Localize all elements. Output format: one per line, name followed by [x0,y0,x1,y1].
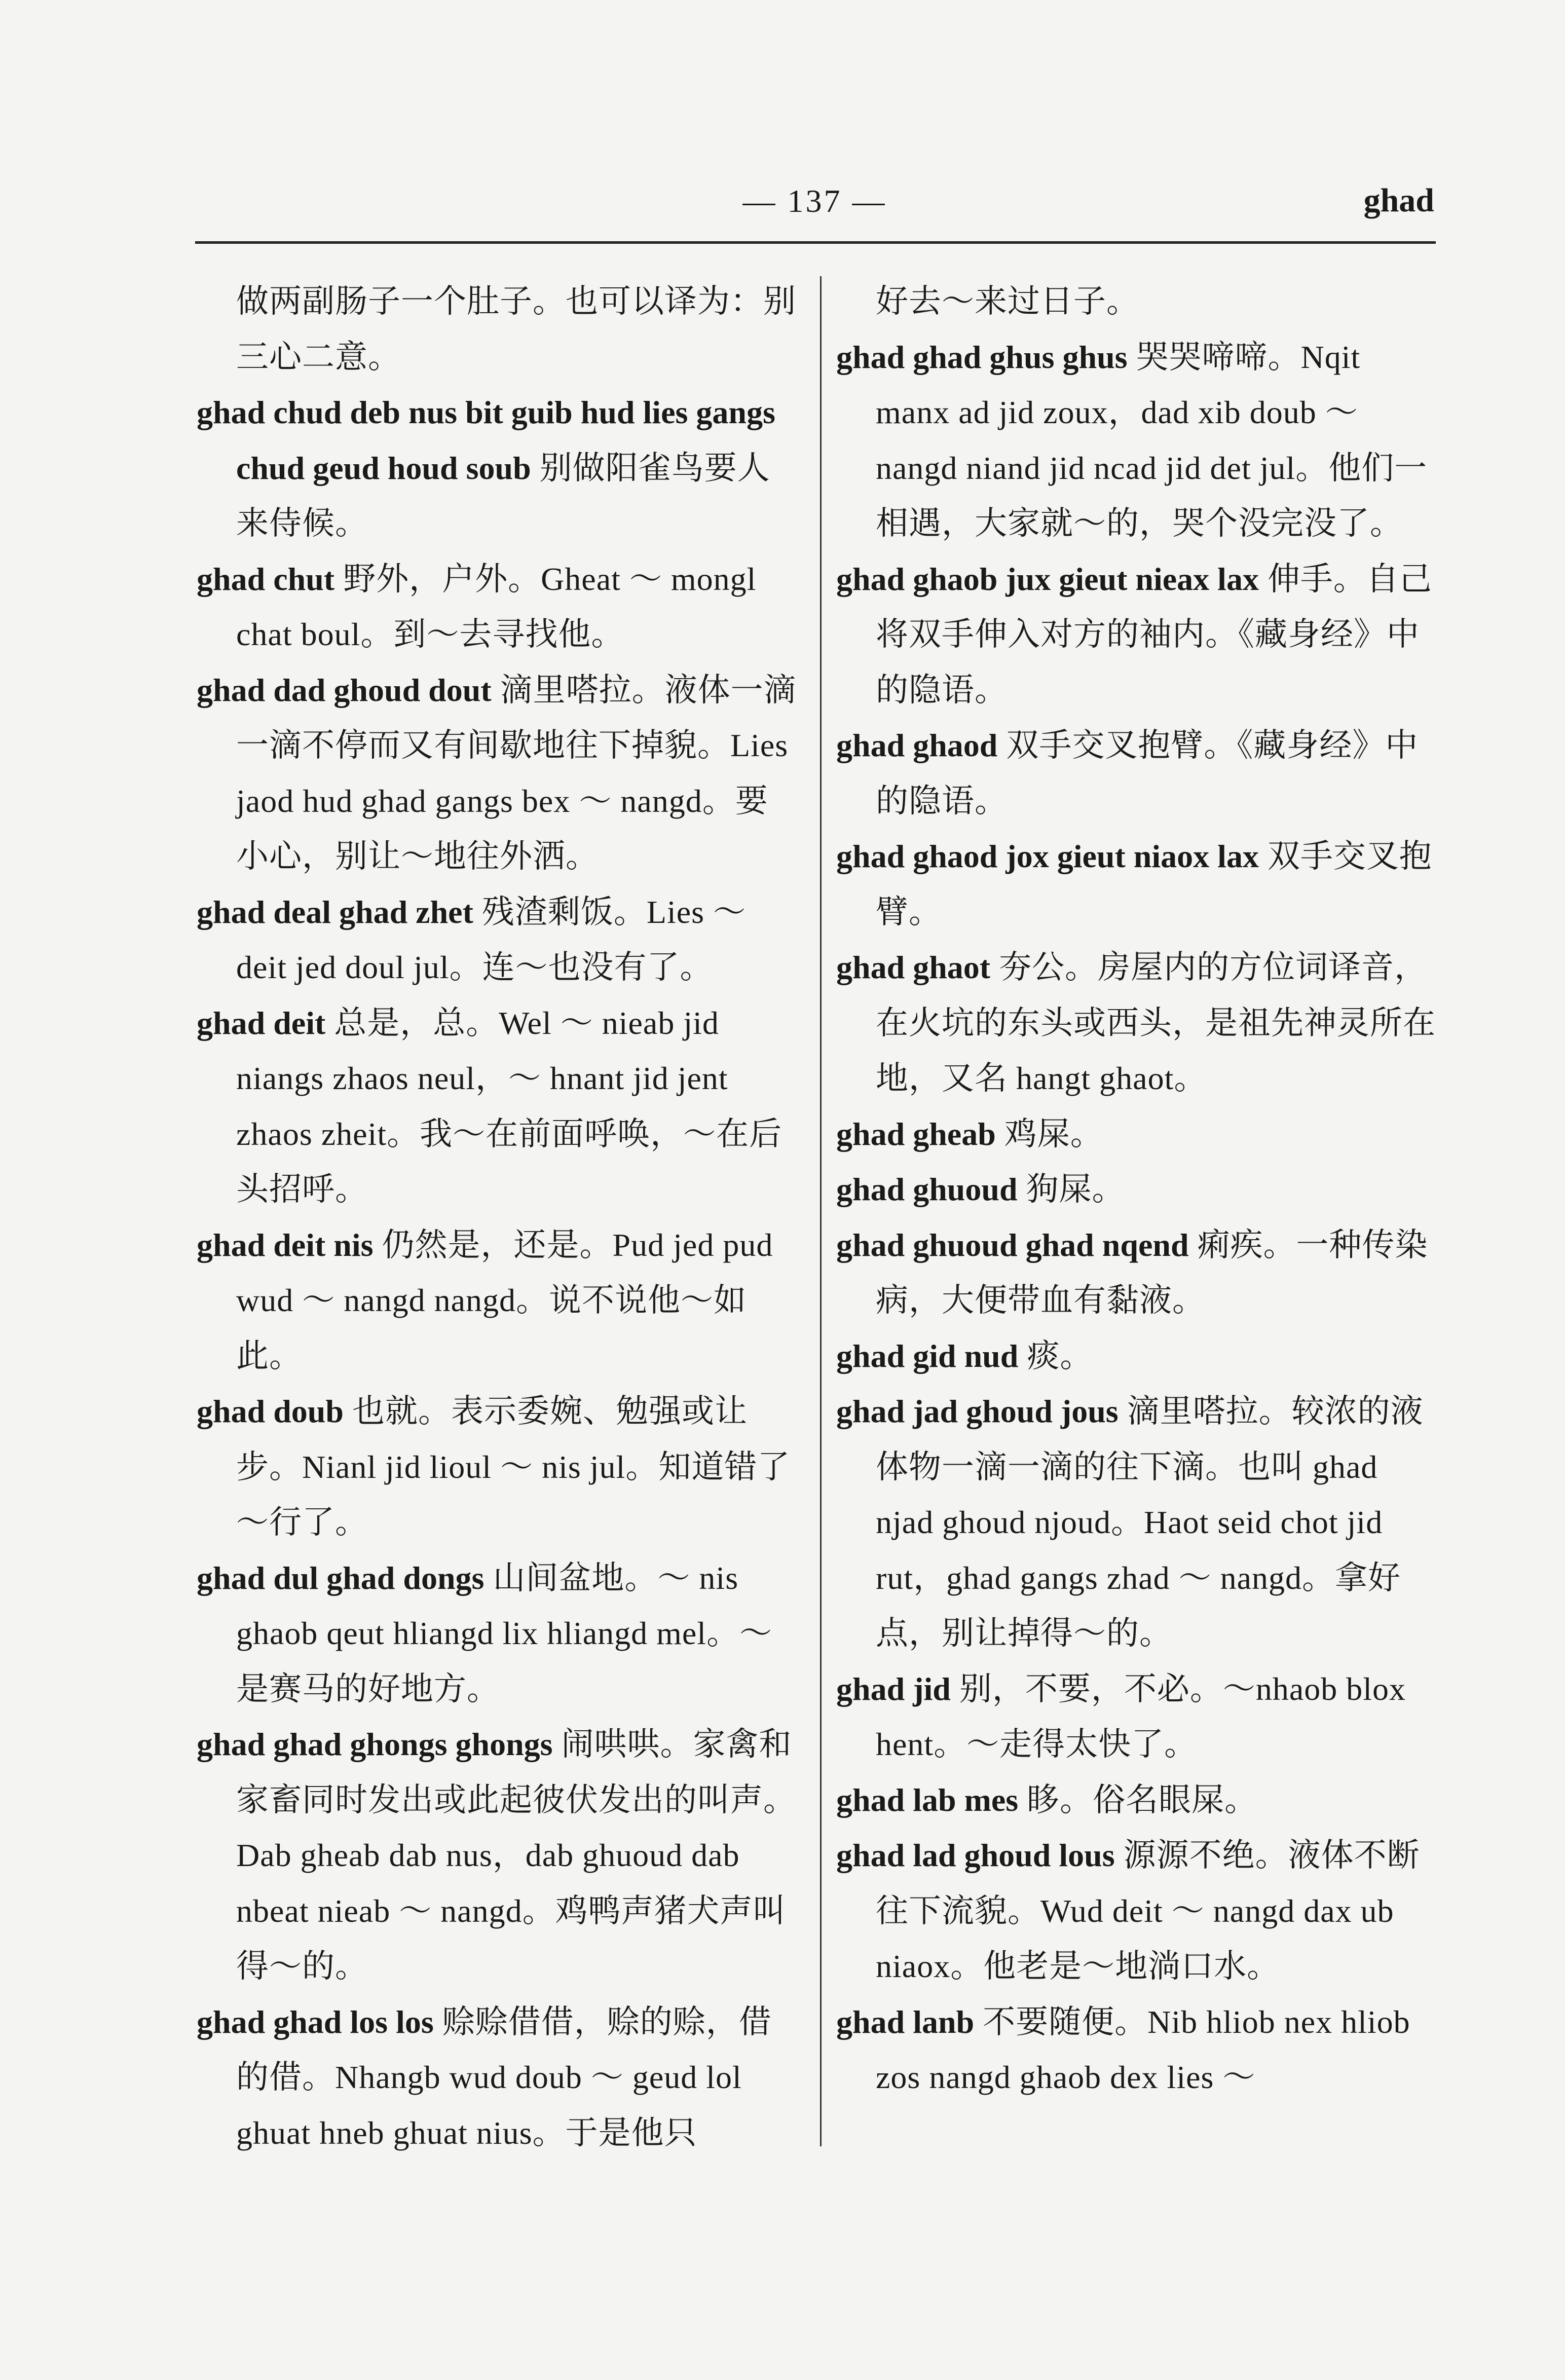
entry-definition: 滴里嗒拉。较浓的液体物一滴一滴的往下滴。也叫 ghad njad ghoud njoud。Haot seid chot jid rut，ghad gangs zhad ～ nangd。拿好点，别让掉得～的。 [876,1393,1424,1651]
entry-headword: ghad ghuoud ghad nqend [836,1226,1189,1263]
entry-definition: 仍然是，还是。Pud jed pud wud ～ nangd nangd。说不说他～如此。 [236,1226,773,1374]
entry-definition: 山间盆地。～ nis ghaob qeut hliangd lix hliangd mel。～是赛马的好地方。 [236,1559,773,1707]
dictionary-entry [836,940,1437,1106]
entry-definition: 残渣剩饭。Lies ～ deit jed doul jul。连～也没有了。 [236,894,747,985]
entry-definition: 伸手。自己将双手伸入对方的袖内。《藏身经》中的隐语。 [876,561,1432,708]
entry-definition: 哭哭啼啼。Nqit manx ad jid zoux，dad xib doub ～ nangd niand jid ncad jid det jul。他们一相遇，大家就～的，哭个没完没了。 [876,339,1428,541]
entry-definition: 好去～来过日子。 [876,283,1139,319]
entry-headword: ghad chut [197,561,335,597]
entry-definition: 做两副肠子一个肚子。也可以译为：别三心二意。 [236,283,796,375]
entry-headword: ghad jid [836,1670,951,1707]
dictionary-entry [836,1384,1437,1661]
dictionary-entry [197,1217,797,1384]
dictionary-entry [197,385,797,551]
dictionary-entry [197,995,797,1217]
dictionary-entry [836,1328,1437,1384]
entry-definition: 闹哄哄。家禽和家畜同时发出或此起彼伏发出的叫声。Dab gheab dab nus，dab ghuoud dab nbeat nieab ～ nangd。鸡鸭声猪犬声叫得～的。 [236,1726,796,1984]
dictionary-entry [836,329,1437,551]
entry-headword: ghad gheab [836,1115,996,1152]
entry-definition: 别做阳雀鸟要人来侍候。 [236,450,770,541]
right-column [836,274,1437,2105]
entry-headword: ghad dad ghoud dout [197,672,492,708]
dictionary-entry [836,1106,1437,1162]
entry-headword: ghad lad ghoud lous [836,1837,1115,1873]
entry-definition: 双手交叉抱臂。 [876,838,1432,930]
dictionary-entry [836,1772,1437,1828]
entry-definition: 鸡屎。 [995,1115,1103,1152]
entry-headword: ghad dul ghad dongs [197,1559,485,1596]
page-header [195,172,1434,248]
dictionary-entry [197,1550,797,1717]
entry-definition: 双手交叉抱臂。《藏身经》中的隐语。 [876,727,1419,819]
entry-headword: ghad gid nud [836,1337,1019,1374]
entry-definition: 野外，户外。Gheat ～ mongl chat boul。到～去寻找他。 [236,561,757,652]
entry-definition: 滴里嗒拉。液体一滴一滴不停而又有间歇地往下掉貌。Lies jaod hud ghad gangs bex ～ nangd。要小心，别让～地往外洒。 [236,672,797,874]
entry-headword: ghad lab mes [836,1781,1019,1818]
entry-definition: 也就。表示委婉、勉强或让步。Nianl jid lioul ～ nis jul。知道错了～行了。 [236,1393,791,1540]
entry-headword: ghad ghaod jox gieut niaox lax [836,838,1259,874]
entry-definition: 眵。俗名眼屎。 [1018,1781,1258,1818]
dictionary-entry [836,1162,1437,1217]
entry-headword: ghad doub [197,1393,344,1429]
dictionary-entry [197,884,797,995]
entry-headword: ghad ghad ghongs ghongs [197,1726,553,1762]
entry-headword: ghad ghad los los [197,2003,434,2040]
dictionary-entry [836,551,1437,718]
entry-headword: ghad ghuoud [836,1171,1018,1207]
dictionary-entry [836,829,1437,940]
entry-headword: ghad chud deb nus bit guib hud lies gangs chud geud houd soub [197,394,775,486]
entry-definition: 别，不要，不必。～nhaob blox hent。～走得太快了。 [876,1670,1406,1762]
dictionary-entry [836,718,1437,829]
entry-headword: ghad deal ghad zhet [197,894,473,930]
column-divider [820,276,822,2146]
entry-definition: 源源不绝。液体不断往下流貌。Wud deit ～ nangd dax ub niaox。他老是～地淌口水。 [876,1837,1420,1984]
entry-headword: ghad jad ghoud jous [836,1393,1119,1429]
dictionary-entry [197,551,797,662]
dictionary-entry [836,1661,1437,1772]
dictionary-entry [836,274,1437,329]
dictionary-entry [197,274,797,385]
entry-headword: ghad deit [197,1005,326,1041]
page-number: — 137 — [742,183,887,219]
entry-headword: ghad ghaod [836,727,998,763]
dictionary-entry [197,1717,797,1994]
entry-definition: 狗屎。 [1017,1171,1125,1207]
running-head: ghad [1363,182,1434,219]
entry-headword: ghad ghad ghus ghus [836,339,1128,375]
left-column [197,274,797,2161]
entry-definition: 赊赊借借，赊的赊，借的借。Nhangb wud doub ～ geud lol ghuat hneb ghuat nius。于是他只 [236,2003,772,2151]
entry-definition: 夯公。房屋内的方位词译音，在火坑的东头或西头，是祖先神灵所在地，又名 hangt ghaot。 [876,949,1436,1096]
dictionary-entry [836,1994,1437,2105]
entry-definition: 总是，总。Wel ～ nieab jid niangs zhaos neul，～ hnant jid jent zhaos zheit。我～在前面呼唤，～在后头招呼。 [236,1005,782,1207]
entry-headword: ghad lanb [836,2003,975,2040]
header-rule [195,241,1436,244]
dictionary-entry [197,1994,797,2161]
dictionary-entry [836,1217,1437,1328]
entry-definition: 不要随便。Nib hliob nex hliob zos nangd ghaob dex lies ～ [876,2003,1410,2095]
dictionary-entry [197,662,797,884]
dictionary-entry [197,1384,797,1550]
entry-definition: 痰。 [1018,1337,1093,1374]
entry-headword: ghad deit nis [197,1226,374,1263]
entry-headword: ghad ghaot [836,949,991,985]
entry-headword: ghad ghaob jux gieut nieax lax [836,561,1259,597]
dictionary-entry [836,1828,1437,1994]
entry-definition: 痢疾。一种传染病，大便带血有黏液。 [876,1226,1428,1318]
